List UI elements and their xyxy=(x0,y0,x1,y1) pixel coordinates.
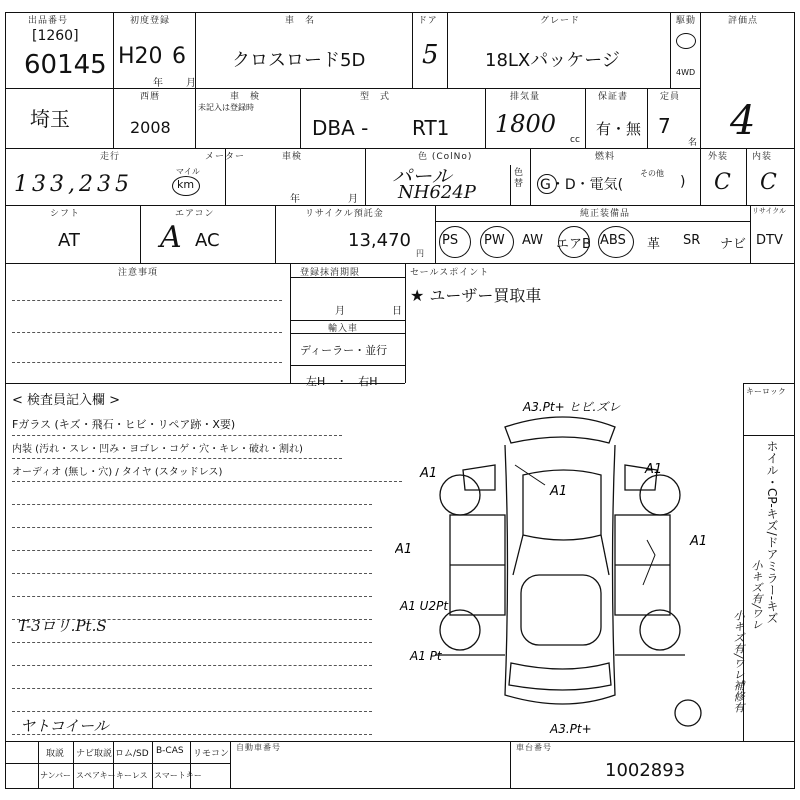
side-note1: ホイル・CP-キズ/ドアミラー-キズ xyxy=(765,440,779,625)
lot-box: [1260] xyxy=(32,28,79,44)
footer-item-number: ナンバー xyxy=(40,771,72,780)
shift-value: AT xyxy=(58,230,80,251)
chassis-label: 車台番号 xyxy=(516,743,552,752)
inspection-month: 月 xyxy=(348,194,358,205)
first-reg-label: 初度登録 xyxy=(130,16,171,26)
mark-right-door: A1 xyxy=(690,534,708,549)
mark-left-door: A1 xyxy=(395,542,413,557)
mileage-unit-mile: マイル xyxy=(176,167,200,176)
capacity-value: 7 xyxy=(658,114,671,138)
region-value: 埼玉 xyxy=(30,107,70,131)
grade-value: 18LXパッケージ xyxy=(485,50,620,71)
drive-mark-circle xyxy=(676,33,696,49)
reg-deadline-label: 登録抹消期限 xyxy=(300,268,361,278)
color-change-label: 色替 xyxy=(514,168,524,189)
exterior-label: 外装 xyxy=(708,152,729,162)
mark-left-rear2: A1 Pt xyxy=(410,649,442,663)
side-note2: 小キズ有/ワレ xyxy=(750,560,763,630)
footer-item-keyless: キーレス xyxy=(116,771,148,780)
equipment-airbag: エアB xyxy=(556,237,591,252)
inspector-line2: 内装 (汚れ・スレ・凹み・ヨゴレ・コゲ・穴・キレ・破れ・割れ) xyxy=(12,444,303,455)
equipment-airbag-circle xyxy=(558,226,590,258)
dealer-label: 自動車番号 xyxy=(236,743,281,752)
side-note3: 小キズ有/ワレ補修有 xyxy=(732,610,745,713)
seireki-label: 西暦 xyxy=(140,92,161,102)
warranty-value: 有・無 xyxy=(596,120,642,138)
seireki-value: 2008 xyxy=(130,118,171,137)
footer-item-bcas: B-CAS xyxy=(156,746,184,756)
doors-label: ドア xyxy=(418,16,438,26)
model-label: 車 名 xyxy=(285,16,316,26)
mark-top: A3.Pt+ ヒビ.ズレ xyxy=(523,400,621,414)
equipment-dtv: DTV xyxy=(756,233,783,248)
model-value: クロスロード5D xyxy=(232,50,366,71)
first-reg-month: 6 xyxy=(172,44,186,69)
color-value: パール xyxy=(392,164,452,188)
inspection-year: 年 xyxy=(290,194,300,205)
equipment-ps-circle xyxy=(439,226,471,258)
recycle-label: リサイクル預託金 xyxy=(305,209,384,219)
equipment-abs-circle xyxy=(598,226,634,258)
chassis-value: 1002893 xyxy=(605,760,686,781)
year-unit: 年 xyxy=(153,78,163,89)
score-value: 4 xyxy=(730,98,756,144)
equipment-navi: ナビ xyxy=(720,237,747,252)
lot-number: 60145 xyxy=(24,50,107,80)
mileage-value: 133,235 xyxy=(14,172,133,197)
equipment-sr: SR xyxy=(683,233,701,248)
reg-month: 月 xyxy=(335,306,345,317)
katashiki-value2: RT1 xyxy=(412,116,450,140)
mark-hood: A1 xyxy=(550,484,568,499)
fuel-close: ) xyxy=(680,174,686,190)
score-label: 評価点 xyxy=(728,16,759,26)
mark-front-right: A1 xyxy=(645,462,663,477)
capacity-unit: 名 xyxy=(688,138,698,148)
car-diagram xyxy=(395,395,725,740)
footer-item-spare-key: スペアキー xyxy=(76,771,116,780)
equipment-pw-circle xyxy=(480,226,514,258)
hand-note1: T-3ロリ.Pt.S xyxy=(18,617,107,635)
odometer-label: メーター xyxy=(205,152,246,162)
recycle-unit: 円 xyxy=(416,249,424,258)
equipment-ps: PS xyxy=(442,233,459,248)
footer-item-navi-manual: ナビ取説 xyxy=(76,749,113,759)
katashiki-label: 型 式 xyxy=(360,92,391,102)
shift-label: シフト xyxy=(50,209,81,219)
grade-label: グレード xyxy=(540,16,581,26)
exterior-value: C xyxy=(714,170,731,195)
cc-unit: cc xyxy=(570,135,580,145)
equipment-abs: ABS xyxy=(600,233,626,248)
hand-note2: ヤトコイール xyxy=(20,717,109,735)
fuel-other: その他 xyxy=(640,169,664,178)
ac-mark: A xyxy=(160,220,182,255)
footer-item-smart-key: スマートキー xyxy=(154,771,202,780)
ac-value: AC xyxy=(195,230,220,251)
color-code: NH624P xyxy=(398,182,476,203)
equipment-label: 純正装備品 xyxy=(580,209,631,219)
notes-label: 注意事項 xyxy=(118,268,159,278)
drive-value: 4WD xyxy=(676,68,696,77)
mark-front-left: A1 xyxy=(420,466,438,481)
import-value: ディーラー・並行 xyxy=(300,344,388,357)
handle-value: 左H ・ 右H xyxy=(306,375,378,388)
fuel-label: 燃料 xyxy=(595,152,616,162)
displacement-label: 排気量 xyxy=(510,92,541,102)
mileage-label: 走行 xyxy=(100,152,121,162)
first-reg-year: H20 xyxy=(118,44,163,69)
displacement-value: 1800 xyxy=(495,110,557,138)
capacity-label: 定員 xyxy=(660,92,681,102)
equipment-leather: 革 xyxy=(647,237,661,252)
sales-label: セールスポイント xyxy=(410,268,490,278)
mark-bottom: A3.Pt+ xyxy=(550,722,592,736)
keyless-label: キーロック xyxy=(746,387,786,396)
inspection-label: 車検 xyxy=(282,152,303,162)
import-label: 輸入車 xyxy=(328,324,359,334)
katashiki-value1: DBA - xyxy=(312,116,369,140)
lot-label: 出品番号 xyxy=(28,16,69,26)
footer-item-rom-sd: ロム/SD xyxy=(115,749,149,759)
month-unit: 月 xyxy=(186,78,196,89)
shaken-label: 車 検 xyxy=(230,92,261,102)
mark-left-rear1: A1 U2Pt xyxy=(400,599,449,613)
interior-label: 内装 xyxy=(752,152,773,162)
color-label: 色 (ColNo) xyxy=(418,152,473,162)
footer-item-manual: 取説 xyxy=(46,749,65,759)
ac-label: エアコン xyxy=(175,209,215,219)
inspector-title: < 検査員記入欄 > xyxy=(12,393,121,408)
reg-day: 日 xyxy=(392,306,402,317)
interior-value: C xyxy=(760,170,777,195)
recycle-value: 13,470 xyxy=(348,230,411,251)
inspector-line1: Fガラス (キズ・飛石・ヒビ・リペア跡・X要) xyxy=(12,418,236,431)
shaken-note: 未記入は登録時 xyxy=(198,103,254,112)
rights-label: リサイクル xyxy=(752,207,787,215)
doors-value: 5 xyxy=(422,40,439,70)
fuel-options: G・D・電気( xyxy=(540,177,624,193)
sales-point: ★ ユーザー買取車 xyxy=(410,286,542,305)
footer-item-remote: リモコン xyxy=(193,749,230,759)
equipment-aw: AW xyxy=(522,233,544,248)
inspector-line3: オーディオ (無し・穴) / タイヤ (スタッドレス) xyxy=(12,467,223,478)
mileage-unit-km: km xyxy=(177,178,195,191)
equipment-pw: PW xyxy=(484,233,505,248)
warranty-label: 保証書 xyxy=(598,92,629,102)
drive-label: 駆動 xyxy=(676,16,697,26)
